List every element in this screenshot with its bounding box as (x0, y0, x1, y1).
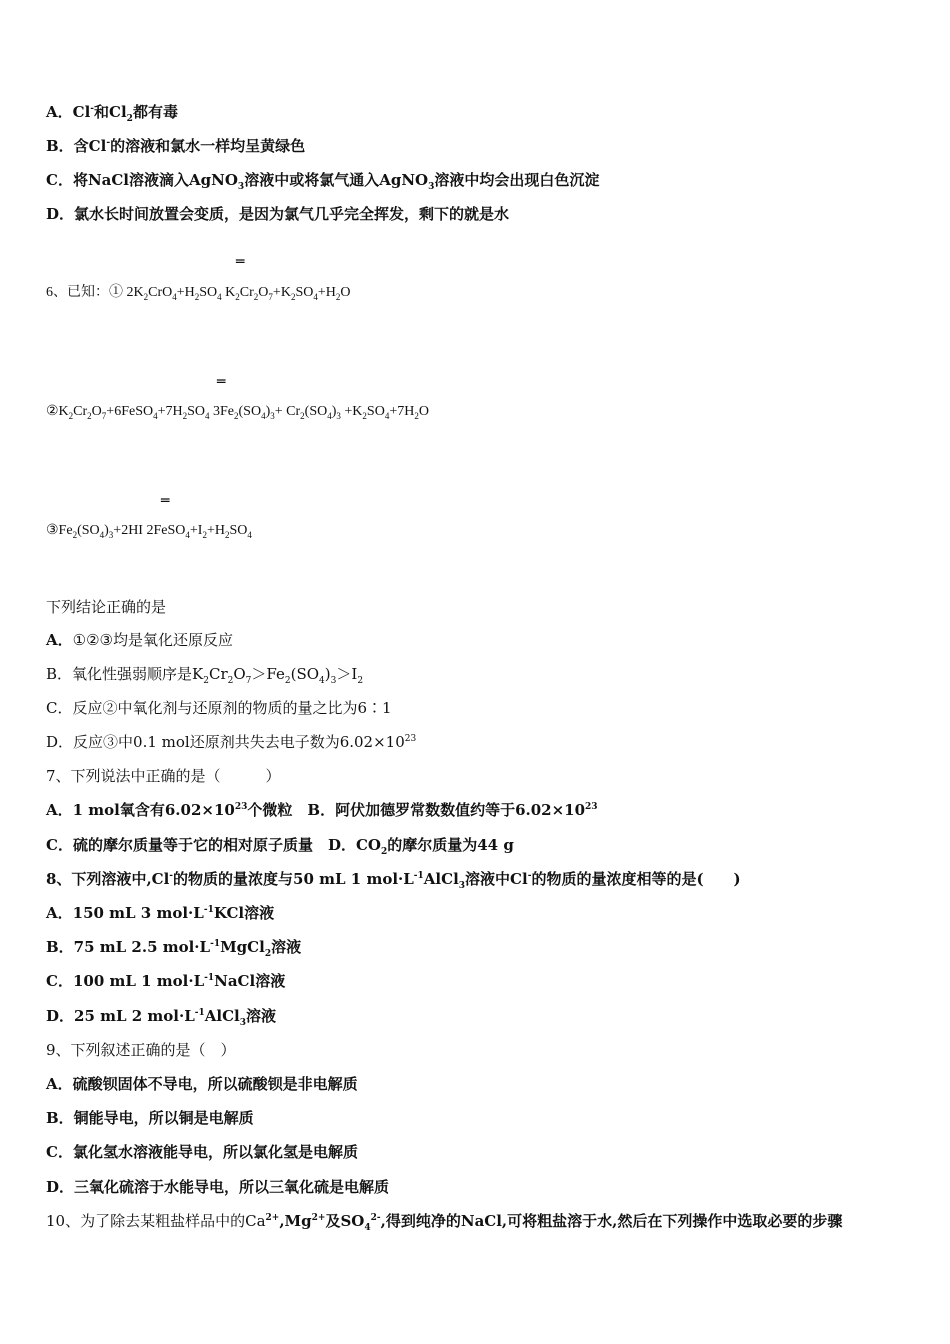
q6-option-c: C．反应②中氧化剂与还原剂的物质的量之比为6∶1 (46, 699, 392, 717)
q9-stem: 9、下列叙述正确的是（ ） (46, 1041, 236, 1059)
reaction-1-equals: ═ (236, 254, 245, 270)
q8-option-a: A．150 mL 3 $mol\cdot L^{-1}KCl$溶液 (46, 904, 275, 922)
q8-option-b: B．75 mL 2.5 $mol\cdot L^{-1}MgCl_2$溶液 (46, 938, 302, 959)
q8-option-c: C．100 mL 1 $mol\cdot L^{-1}NaCl$溶液 (46, 972, 286, 990)
q9-option-c: C．氯化氢水溶液能导电，所以氯化氢是电解质 (46, 1143, 358, 1161)
q8-option-d: D．25 mL 2 $mol\cdot L^{-1}AlCl_3$溶液 (46, 1007, 277, 1028)
q10-stem: 10、为了除去某粗盐样品中的$Ca^{2+},Mg^{2+}$及$SO_4^{2-}$,得到纯净的NaCl,可将粗盐溶于水,然后在下列操作中选取必要的步骤 (46, 1212, 843, 1233)
reaction-2-equals: ═ (217, 374, 226, 390)
q6-reaction-2: $②K_2Cr_2O_7+6FeSO_4+7H_2SO_4$ $3Fe_2(SO_4)_3+ Cr_2(SO_4)_3 +K_2SO_4+7H_2O$ (46, 404, 429, 421)
q6-option-b: B．氧化性强弱顺序是$K_2Cr_2O_7>Fe_2(SO_4)_3>I_2$ (46, 665, 364, 686)
q7-options-ab: A．1 mol氧含有$6.02\times 10^{23}$个微粒 B．阿伏加德罗常数数值约等于$6.02\times 10^{23}$ (46, 801, 598, 819)
q7-options-cd: C．硫的摩尔质量等于它的相对原子质量 D．$CO_2$的摩尔质量为44 g (46, 836, 514, 857)
q9-option-d: D．三氧化硫溶于水能导电，所以三氧化硫是电解质 (46, 1178, 390, 1196)
q7-stem: 7、下列说法中正确的是（ ） (46, 767, 281, 785)
q5-option-a: A．Cl-和$Cl_2$都有毒 (46, 103, 178, 124)
q9-option-b: B．铜能导电，所以铜是电解质 (46, 1109, 254, 1127)
q6-reaction-3: $③Fe_2(SO_4)_3+2HI$ $2FeSO_4+I_2+H_2SO_4$ (46, 523, 252, 540)
q8-stem: 8、下列溶液中,Cl-的物质的量浓度与50 mL 1 $mol\cdot L^{-1}AlCl_3$溶液中Cl-的物质的量浓度相等的是( ) (46, 870, 741, 891)
q6-option-d: D．反应③中0.1 mol还原剂共失去电子数为$6.02\times 10^{23}$ (46, 733, 417, 751)
q5-option-d: D．氯水长时间放置会变质，是因为氯气几乎完全挥发，剩下的就是水 (46, 205, 510, 223)
q6-reaction-1: 6、已知：① $2K_2CrO_4+H_2SO_4$ $K_2Cr_2O_7+K_2SO_4+H_2O$ (46, 285, 351, 302)
reaction-3-equals: ═ (161, 493, 170, 509)
q5-option-b: B．含Cl-的溶液和氯水一样均呈黄绿色 (46, 137, 306, 155)
q6-stem: 下列结论正确的是 (46, 598, 167, 616)
q5-option-c: C．将NaCl溶液滴入AgNO$_3$溶液中或将氯气通入AgNO$_3$溶液中均会出现白色沉淀 (46, 171, 600, 192)
q6-option-a: A．①②③均是氧化还原反应 (46, 631, 233, 649)
q9-option-a: A．硫酸钡固体不导电，所以硫酸钡是非电解质 (46, 1075, 358, 1093)
